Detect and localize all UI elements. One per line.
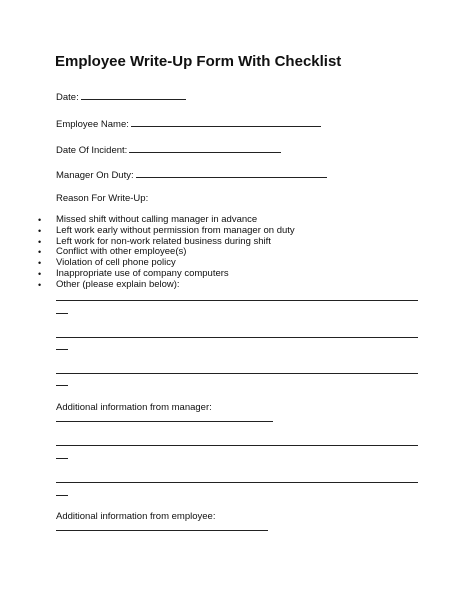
date-label: Date: (56, 92, 79, 103)
other-explain-line-continuation (56, 385, 68, 386)
form-title: Employee Write-Up Form With Checklist (55, 53, 342, 70)
checklist-item-label: Missed shift without calling manager in advance (56, 214, 258, 225)
reason-label: Reason For Write-Up: (56, 193, 149, 204)
bullet-icon: • (38, 247, 42, 258)
manager-on-duty-field[interactable] (56, 168, 327, 181)
date-of-incident-label: Date Of Incident: (56, 145, 128, 156)
other-explain-line-continuation (56, 313, 68, 314)
employee-name-field[interactable] (56, 117, 321, 130)
manager-info-line[interactable] (56, 421, 273, 422)
manager-on-duty-input-line[interactable] (136, 168, 327, 178)
date-of-incident-field[interactable] (56, 143, 281, 156)
date-of-incident-input-line[interactable] (129, 143, 281, 153)
manager-info-line[interactable] (56, 482, 418, 483)
date-field[interactable] (56, 90, 186, 103)
checklist-item[interactable] (38, 280, 295, 291)
other-explain-line-continuation (56, 349, 68, 350)
manager-info-line-continuation (56, 458, 68, 459)
manager-on-duty-label: Manager On Duty: (56, 170, 134, 181)
employee-info-label: Additional information from employee: (56, 511, 216, 522)
checklist-item-label: Other (please explain below): (56, 278, 180, 290)
checklist-item-label: Violation of cell phone policy (56, 257, 176, 269)
manager-info-label: Additional information from manager: (56, 402, 212, 413)
bullet-icon: • (38, 258, 42, 269)
bullet-icon: • (38, 215, 42, 225)
employee-name-input-line[interactable] (131, 117, 321, 127)
checklist-item-label: Left work for non-work related business during shift (56, 235, 271, 247)
bullet-icon: • (38, 236, 42, 247)
other-explain-line[interactable] (56, 373, 418, 374)
checklist-item-label: Left work early without permission from manager on duty (56, 224, 295, 236)
bullet-icon: • (38, 268, 42, 279)
other-explain-line[interactable] (56, 300, 418, 301)
manager-info-line[interactable] (56, 445, 418, 446)
employee-info-line[interactable] (56, 530, 268, 531)
checklist-item-label: Conflict with other employee(s) (56, 246, 187, 258)
manager-info-line-continuation (56, 495, 68, 496)
checklist-item-label: Inappropriate use of company computers (56, 267, 229, 279)
bullet-icon: • (38, 225, 42, 236)
reason-checklist (38, 215, 295, 291)
other-explain-line[interactable] (56, 337, 418, 338)
bullet-icon: • (38, 279, 42, 290)
date-input-line[interactable] (81, 90, 186, 100)
employee-name-label: Employee Name: (56, 119, 129, 130)
